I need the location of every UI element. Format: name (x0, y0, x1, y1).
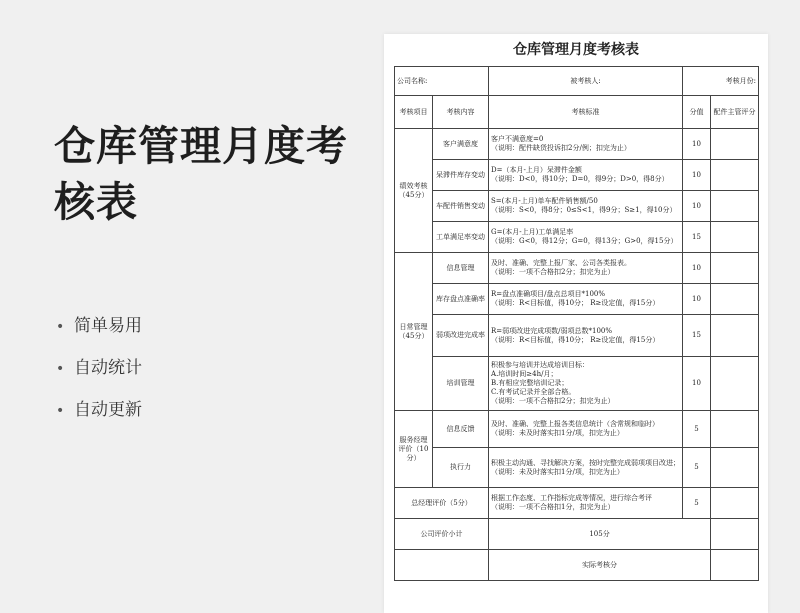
table-row (395, 191, 759, 222)
bullet-icon: • (56, 361, 65, 377)
gm-row (395, 488, 759, 519)
gm-label: 总经理评价（5分） (395, 488, 489, 519)
bullet-icon: • (56, 403, 65, 419)
group-performance: 绩效考核（45分） (395, 129, 433, 253)
rating-cell[interactable] (711, 315, 759, 357)
row-content: 弱项改进完成率 (433, 315, 489, 357)
table-row (395, 222, 759, 253)
header-row (395, 96, 759, 129)
row-criteria: R=盘点准确项目/盘点总项目*100% （说明：R<目标值，得10分； R≥设定值，得15分） (489, 284, 683, 315)
feature-label: 自动更新 (74, 400, 142, 420)
rating-cell[interactable] (711, 448, 759, 488)
row-criteria: 及时、准确、完整上报厂家、公司各类报表。 （说明：一项不合格扣2分；扣完为止） (489, 253, 683, 284)
rating-cell[interactable] (711, 488, 759, 519)
row-score: 10 (683, 284, 711, 315)
month-label: 考核月份: (683, 67, 759, 96)
row-score: 10 (683, 253, 711, 284)
row-score: 5 (683, 448, 711, 488)
row-criteria: 积极主动沟通、寻找解决方案，按时完整完成弱项项目改进； （说明：未及时落实扣1分/项，扣完为止） (489, 448, 683, 488)
group-service: 服务经理评价（10分） (395, 411, 433, 488)
subtotal-row (395, 519, 759, 550)
group-daily: 日常管理（45分） (395, 253, 433, 411)
row-criteria: D=（本月-上月）呆滞件金额 （说明：D<0，得10分；D=0，得9分；D>0，得8分） (489, 160, 683, 191)
table-row (395, 315, 759, 357)
feature-label: 自动统计 (74, 358, 142, 378)
table-row (395, 411, 759, 448)
actual-spacer (395, 550, 489, 581)
gm-score: 5 (683, 488, 711, 519)
header-content: 考核内容 (433, 96, 489, 129)
feature-item (56, 315, 142, 357)
row-score: 10 (683, 129, 711, 160)
table-row (395, 253, 759, 284)
row-content: 信息管理 (433, 253, 489, 284)
row-content: 库存盘点准确率 (433, 284, 489, 315)
subtotal-label: 公司评价小计 (395, 519, 489, 550)
row-score: 10 (683, 357, 711, 411)
row-score: 15 (683, 222, 711, 253)
rating-cell[interactable] (711, 253, 759, 284)
actual-row (395, 550, 759, 581)
rating-cell[interactable] (711, 222, 759, 253)
header-rating: 配件主管评分 (711, 96, 759, 129)
subtotal-value: 105分 (489, 519, 711, 550)
row-score: 15 (683, 315, 711, 357)
feature-list (56, 315, 142, 441)
table-row (395, 160, 759, 191)
info-row (395, 67, 759, 96)
header-item: 考核项目 (395, 96, 433, 129)
bullet-icon: • (56, 319, 65, 335)
row-score: 5 (683, 411, 711, 448)
row-content: 信息反馈 (433, 411, 489, 448)
rating-cell[interactable] (711, 550, 759, 581)
rating-cell[interactable] (711, 160, 759, 191)
table-row (395, 357, 759, 411)
row-content: 呆滞件库存变动 (433, 160, 489, 191)
assessee-label: 被考核人: (489, 67, 683, 96)
rating-cell[interactable] (711, 411, 759, 448)
row-criteria: R=弱项改进完成项数/弱项总数*100% （说明：R<目标值，得10分； R≥设定值，得15分） (489, 315, 683, 357)
feature-label: 简单易用 (74, 316, 142, 336)
header-criteria: 考核标准 (489, 96, 683, 129)
row-criteria: 及时、准确、完整上报各类信息统计（含常规和临时） （说明：未及时落实扣1分/项，扣完为止） (489, 411, 683, 448)
gm-criteria: 根据工作态度、工作指标完成等情况，进行综合考评 （说明：一项不合格扣1分，扣完为止） (489, 488, 683, 519)
promo-title: 仓库管理月度考核表 (54, 122, 348, 226)
rating-cell[interactable] (711, 357, 759, 411)
company-name-label: 公司名称: (395, 67, 489, 96)
row-content: 工单满足率变动 (433, 222, 489, 253)
row-criteria: G=(本月-上月)工单满足率 （说明：G<0，得12分；G=0，得13分；G>0，得15分） (489, 222, 683, 253)
actual-label: 实际考核分 (489, 550, 711, 581)
document-sheet (384, 34, 768, 613)
row-score: 10 (683, 160, 711, 191)
row-criteria: S=(本月-上月)单车配件销售额/50 （说明：S<0，得8分；0≤S<1，得9分；S≥1，得10分） (489, 191, 683, 222)
rating-cell[interactable] (711, 129, 759, 160)
table-row (395, 129, 759, 160)
rating-cell[interactable] (711, 284, 759, 315)
row-criteria: 积极参与培训并达成培训目标： A.培训时间≥4h/月； B.有相应完整培训记录； C.有考试记录并全部合格。 （说明：一项不合格扣2分；扣完为止） (489, 357, 683, 411)
row-content: 客户满意度 (433, 129, 489, 160)
rating-cell[interactable] (711, 519, 759, 550)
table-row (395, 284, 759, 315)
rating-cell[interactable] (711, 191, 759, 222)
row-content: 培训管理 (433, 357, 489, 411)
row-criteria: 客户不满意度=0 （说明：配件缺货投诉扣2分/例；扣完为止） (489, 129, 683, 160)
row-content: 车配件销售变动 (433, 191, 489, 222)
row-score: 10 (683, 191, 711, 222)
evaluation-table (394, 66, 759, 581)
table-row (395, 448, 759, 488)
header-score: 分值 (683, 96, 711, 129)
feature-item (56, 399, 142, 441)
feature-item (56, 357, 142, 399)
document-title: 仓库管理月度考核表 (513, 42, 639, 58)
row-content: 执行力 (433, 448, 489, 488)
